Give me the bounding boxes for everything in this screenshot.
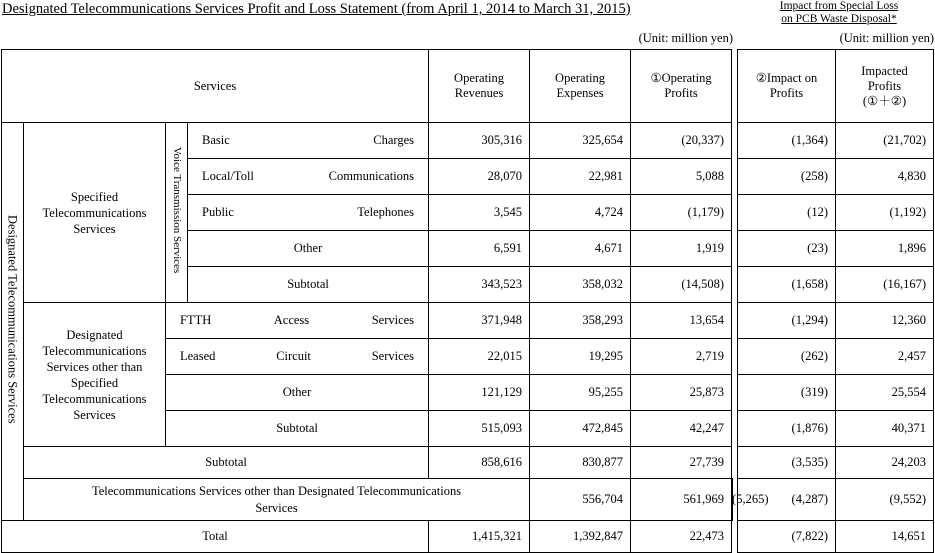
cell-operating-revenues: 556,704: [530, 479, 631, 521]
table-row-designated-subtotal: [738, 447, 934, 479]
cell-impacted-profits: (21,702): [836, 123, 934, 159]
row-label-designated-subtotal: Subtotal: [24, 447, 429, 479]
cell-operating-revenues: 6,591: [429, 231, 530, 267]
row-label-voice-other: Other: [188, 231, 429, 267]
cell-impacted-profits: 24,203: [836, 447, 934, 479]
special-loss-title-line2: on PCB Waste Disposal*: [781, 13, 897, 25]
cell-operating-expenses: 4,724: [530, 195, 631, 231]
row-label-local-toll-communications: Local/Toll Communications: [188, 159, 429, 195]
row-label-ftth-access-services: FTTH Access Services: [166, 303, 429, 339]
table-row: [738, 195, 934, 231]
cell-operating-profits: 2,719: [631, 339, 732, 375]
col-header-operating-expenses: Operating Expenses: [530, 50, 631, 123]
cell-operating-profits: 25,873: [631, 375, 732, 411]
cell-operating-expenses: 19,295: [530, 339, 631, 375]
table-header-row: [2, 50, 733, 123]
table-row: [738, 375, 934, 411]
cell-operating-revenues: 28,070: [429, 159, 530, 195]
row-label-public-telephones: Public Telephones: [188, 195, 429, 231]
cell-impact-on-profits: (262): [738, 339, 836, 375]
cell-operating-expenses: 95,255: [530, 375, 631, 411]
cell-impacted-profits: (16,167): [836, 267, 934, 303]
cell-operating-expenses: 4,671: [530, 231, 631, 267]
cell-operating-revenues: 305,316: [429, 123, 530, 159]
cell-impacted-profits: 40,371: [836, 411, 934, 447]
cell-impacted-profits: 25,554: [836, 375, 934, 411]
col-header-operating-profits: ①Operating Profits: [631, 50, 732, 123]
cell-operating-expenses: 358,032: [530, 267, 631, 303]
cell-impact-on-profits: (12): [738, 195, 836, 231]
table-row-total: [2, 521, 733, 553]
vertical-label-designated-services: Designated Telecommunications Services: [2, 123, 24, 521]
table-row: [738, 303, 934, 339]
cell-operating-expenses: 830,877: [530, 447, 631, 479]
cell-impact-on-profits: (258): [738, 159, 836, 195]
row-label-total: Total: [2, 521, 429, 553]
cell-impacted-profits: (1,192): [836, 195, 934, 231]
cell-operating-revenues: 371,948: [429, 303, 530, 339]
table-row: [2, 123, 733, 159]
cell-impact-on-profits: (1,294): [738, 303, 836, 339]
cell-operating-profits: (14,508): [631, 267, 732, 303]
page-title: [2, 1, 631, 18]
row-label-other-services-subtotal: Subtotal: [166, 411, 429, 447]
row-label-other-services-other: Other: [166, 375, 429, 411]
cell-operating-profits: (5,265): [732, 492, 769, 506]
col-header-impacted-profits: Impacted Profits (①＋②): [836, 50, 934, 123]
cell-impacted-profits: 4,830: [836, 159, 934, 195]
cell-impacted-profits: 14,651: [836, 521, 934, 553]
cell-impacted-profits: 2,457: [836, 339, 934, 375]
cell-impact-on-profits: (319): [738, 375, 836, 411]
row-label-voice-subtotal: Subtotal: [188, 267, 429, 303]
special-loss-title-line1: Impact from Special Loss: [779, 0, 899, 12]
cell-operating-revenues: 22,015: [429, 339, 530, 375]
unit-note-right: (Unit: million yen): [839, 31, 934, 45]
cell-operating-expenses: 325,654: [530, 123, 631, 159]
cell-impact-on-profits: (1,364): [738, 123, 836, 159]
col-header-impact-on-profits: ②Impact on Profits: [738, 50, 836, 123]
cell-operating-profits: 5,088: [631, 159, 732, 195]
row-label-other-telecom-services: Telecommunications Services other than Designated Telecommunications Services: [24, 479, 530, 521]
cell-operating-profits: 13,654: [631, 303, 732, 339]
table-row: [2, 303, 733, 339]
cell-operating-revenues: 3,545: [429, 195, 530, 231]
cell-operating-profits: (1,179): [631, 195, 732, 231]
cell-operating-profits: 1,919: [631, 231, 732, 267]
table-row: [738, 159, 934, 195]
unit-note-left: (Unit: million yen): [638, 31, 733, 45]
col-header-services: Services: [2, 50, 429, 123]
cell-operating-profits: (20,337): [631, 123, 732, 159]
title-row: [0, 0, 935, 30]
cell-operating-revenues: 343,523: [429, 267, 530, 303]
cell-operating-profits: 22,473: [631, 521, 732, 553]
cell-impact-on-profits: (23): [738, 231, 836, 267]
cell-operating-expenses: 358,293: [530, 303, 631, 339]
cell-operating-revenues: 1,415,321: [429, 521, 530, 553]
cell-operating-profits: 27,739: [631, 447, 732, 479]
cell-impact-on-profits: (3,535): [738, 447, 836, 479]
cell-operating-expenses: 472,845: [530, 411, 631, 447]
table-row: [738, 411, 934, 447]
group-label-specified-services: Specified Telecommunications Services: [24, 123, 166, 303]
special-loss-title: [744, 0, 934, 26]
table-row: [738, 339, 934, 375]
cell-operating-expenses: 561,969: [631, 479, 732, 521]
main-table: [1, 49, 769, 553]
vertical-label-voice-transmission: Voice Transmission Services: [166, 123, 188, 303]
cell-impacted-profits: 12,360: [836, 303, 934, 339]
table-row-total: [738, 521, 934, 553]
table-row-other-telecom-services: [738, 479, 934, 521]
cell-impact-on-profits: (1,876): [738, 411, 836, 447]
cell-operating-expenses: 22,981: [530, 159, 631, 195]
table-row-designated-subtotal: [2, 447, 733, 479]
cell-operating-profits: 42,247: [631, 411, 732, 447]
table-row: [738, 231, 934, 267]
cell-operating-revenues: 121,129: [429, 375, 530, 411]
table-row: [738, 123, 934, 159]
table-header-row: [738, 50, 934, 123]
cell-operating-revenues: 858,616: [429, 447, 530, 479]
row-label-basic-charges: Basic Charges: [188, 123, 429, 159]
cell-operating-expenses: 1,392,847: [530, 521, 631, 553]
cell-impact-on-profits: (4,287): [738, 479, 836, 521]
special-loss-table: [737, 49, 934, 553]
group-label-other-than-specified: Designated Telecommunications Services other than Specified Telecommunications Services: [24, 303, 166, 447]
cell-impacted-profits: 1,896: [836, 231, 934, 267]
page-title-text: Designated Telecommunications Services Profit and Loss Statement (from April 1, 2014 to March 31, 2015): [2, 1, 631, 17]
table-row-other-telecom-services: [2, 479, 733, 521]
row-label-leased-circuit-services: Leased Circuit Services: [166, 339, 429, 375]
cell-operating-revenues: 515,093: [429, 411, 530, 447]
table-row: [738, 267, 934, 303]
cell-impact-on-profits: (7,822): [738, 521, 836, 553]
col-header-operating-revenues: Operating Revenues: [429, 50, 530, 123]
cell-impacted-profits: (9,552): [836, 479, 934, 521]
cell-impact-on-profits: (1,658): [738, 267, 836, 303]
